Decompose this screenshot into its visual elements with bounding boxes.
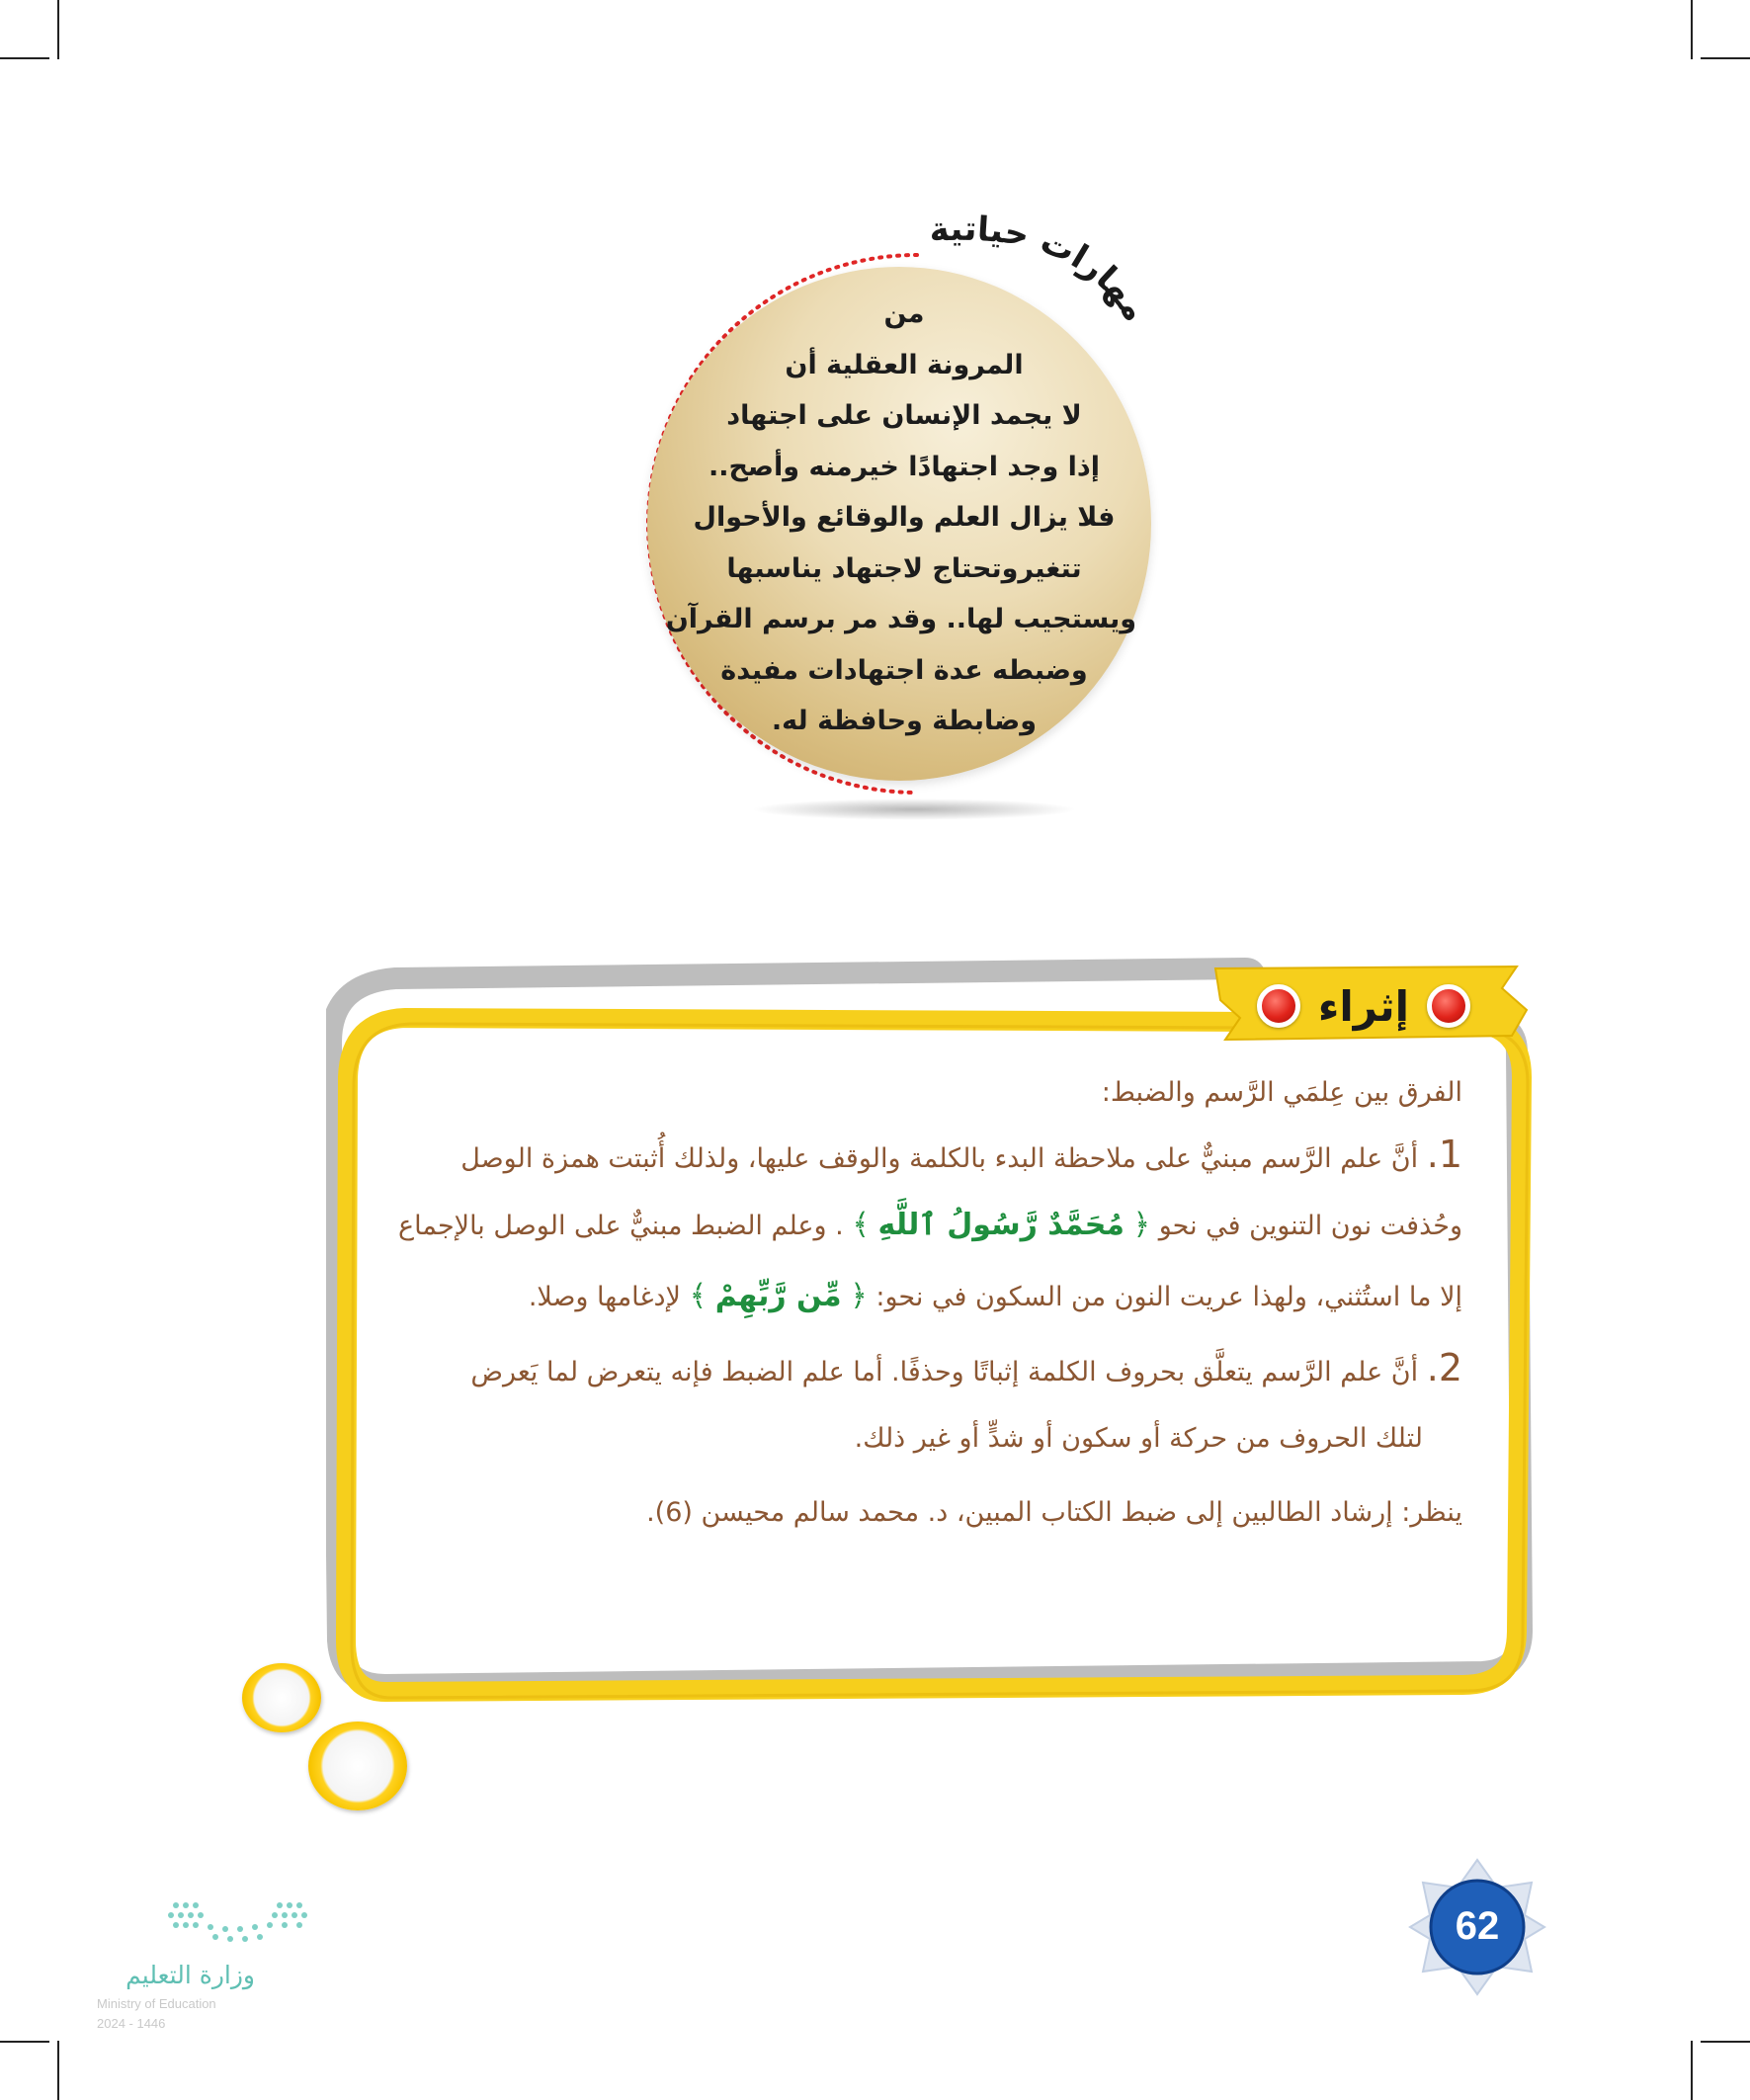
reference: ينظر: إرشاد الطالبين إلى ضبط الكتاب المبين، د. محمد سالم محيسن (6). <box>646 1497 1462 1528</box>
skills-line: لا يجمد الإنسان على اجتهاد <box>726 400 1082 431</box>
crop-mark <box>1701 2041 1750 2043</box>
circle-shadow <box>751 798 1077 820</box>
point-text: لإدغامها وصلا. <box>528 1282 681 1312</box>
red-dot-icon <box>1427 984 1470 1028</box>
decorative-ring <box>308 1722 407 1810</box>
skills-line: إذا وجد اجتهادًا خيرمنه وأصح.. <box>708 451 1101 482</box>
crop-mark <box>0 2041 49 2043</box>
crop-mark <box>0 57 49 59</box>
point-line <box>400 1403 1462 1474</box>
point-number: 2. <box>1426 1346 1462 1389</box>
enrichment-label <box>1245 973 1482 1039</box>
point-text: لتلك الحروف من حركة أو سكون أو شدٍّ أو غير ذلك. <box>854 1423 1423 1454</box>
skills-line: فلا يزال العلم والوقائع والأحوال <box>693 502 1116 533</box>
skills-line: تتغيروتحتاج لاجتهاد يناسبها <box>726 552 1082 584</box>
decorative-ring <box>242 1663 321 1732</box>
quran-bracket-icon: ﴾ <box>852 1208 870 1242</box>
crop-mark <box>1691 0 1693 59</box>
quran-bracket-icon: ﴿ <box>1132 1208 1151 1242</box>
point-text: . وعلم الضبط مبنيٌّ على الوصل بالإجماع <box>398 1211 844 1241</box>
crop-mark <box>57 2041 59 2100</box>
point-line <box>400 1332 1462 1403</box>
crop-mark <box>1701 57 1750 59</box>
enrichment-intro: الفرق بين عِلمَي الرَّسم والضبط: <box>1101 1077 1462 1108</box>
point-text: أنَّ علم الرَّسم مبنيٌّ على ملاحظة البدء بالكلمة والوقف عليها، ولذلك أُثبتت همزة الوصل <box>460 1143 1419 1174</box>
point-text: وحُذفت نون التنوين في نحو <box>1158 1211 1462 1241</box>
ministry-name-en: Ministry of Education <box>97 1996 216 2011</box>
point-text: أنَّ علم الرَّسم يتعلَّق بحروف الكلمة إثباتًا وحذفًا. أما علم الضبط فإنه يتعرض لما يَعرض <box>470 1357 1419 1387</box>
skills-line: من <box>883 298 925 329</box>
point-text: إلا ما استُثني، ولهذا عريت النون من السكون في نحو: <box>875 1282 1462 1312</box>
point-line <box>400 1190 1462 1261</box>
quran-verse: مِّن رَّبِّهِمْ <box>714 1279 842 1313</box>
skills-line: وضابطة وحافظة له. <box>771 706 1038 736</box>
point-line <box>400 1119 1462 1190</box>
skills-line: وضبطه عدة اجتهادات مفيدة <box>720 654 1088 686</box>
skills-text <box>665 289 1136 747</box>
point-number: 1. <box>1426 1133 1462 1176</box>
red-dot-icon <box>1257 984 1300 1028</box>
page-number: 62 <box>1455 1903 1500 1948</box>
skills-line: ويستجيب لها.. وقد مر برسم القرآن <box>665 604 1136 634</box>
skills-line: المرونة العقلية أن <box>785 349 1024 380</box>
point-1 <box>400 1119 1462 1332</box>
quran-bracket-icon: ﴿ <box>850 1279 868 1313</box>
crop-mark <box>57 0 59 59</box>
crop-mark <box>1691 2041 1693 2100</box>
quran-bracket-icon: ﴾ <box>689 1279 708 1313</box>
quran-verse: مُحَمَّدٌ رَّسُولُ ٱللَّهِ <box>877 1208 1125 1242</box>
ministry-year: 2024 - 1446 <box>97 2016 166 2031</box>
svg-text:مهارات حياتية: مهارات حياتية <box>928 212 1155 329</box>
point-2 <box>400 1332 1462 1474</box>
enrichment-title: إثراء <box>1317 981 1410 1031</box>
point-line <box>400 1261 1462 1332</box>
ministry-name-ar: وزارة التعليم <box>125 1961 255 1989</box>
enrichment-body <box>400 1067 1462 1546</box>
